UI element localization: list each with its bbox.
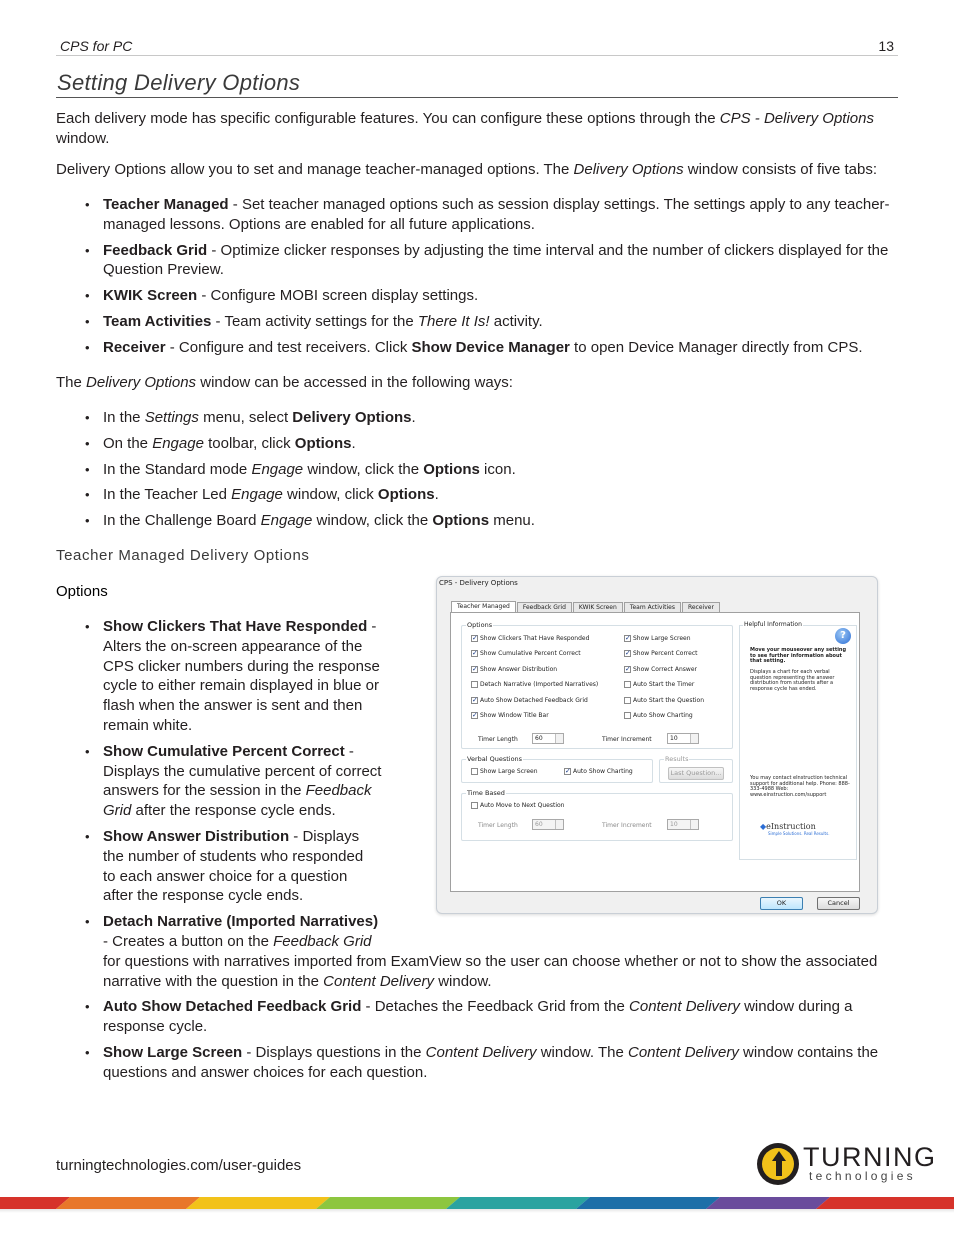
checkbox-icon: [471, 802, 478, 809]
support-text: You may contact eInstruction technical support for additional help. Phone: 888-333-4988 Web: www.einstruction.com/support: [750, 775, 850, 798]
header-doc-title: CPS for PC: [60, 38, 133, 54]
ok-button[interactable]: OK: [760, 897, 803, 910]
chk-show-clickers[interactable]: ✓ Show Clickers That Have Responded: [471, 635, 589, 642]
tb-timer-increment-input[interactable]: 10: [667, 819, 699, 830]
list-item: • On the Engage toolbar, click Options.: [85, 434, 897, 454]
stripe-segment-blue: [576, 1197, 720, 1209]
intro-paragraph-1: Each delivery mode has specific configurable features. You can configure these options through the CPS - Delivery Options window.: [56, 110, 874, 147]
page-title: Setting Delivery Options: [56, 70, 898, 98]
checkbox-icon: [624, 697, 631, 704]
stripe-segment-red-2: [816, 1197, 954, 1209]
checkbox-icon: [471, 712, 478, 719]
chk-correct-answer[interactable]: ✓ Show Correct Answer: [624, 666, 697, 673]
checkbox-icon: [624, 666, 631, 673]
chk-auto-show-feedback[interactable]: ✓ Auto Show Detached Feedback Grid: [471, 697, 588, 704]
chk-auto-start-question[interactable]: Auto Start the Question: [624, 697, 704, 704]
checkbox-icon: [624, 650, 631, 657]
help-bold-text: Move your mouseover any setting to see further information about that setting.: [750, 647, 847, 665]
list-item: • Feedback Grid - Optimize clicker responses by adjusting the time interval and the number of clickers displayed for the Question Preview.: [85, 241, 897, 281]
chk-window-title-bar[interactable]: ✓ Show Window Title Bar: [471, 712, 549, 719]
chk-auto-show-charting[interactable]: Auto Show Charting: [624, 712, 693, 719]
access-list: [85, 408, 897, 531]
last-question-button[interactable]: Last Question...: [668, 767, 724, 780]
logo-word: TURNING: [803, 1142, 937, 1172]
checkbox-icon: [471, 697, 478, 704]
chk-cumulative-percent[interactable]: ✓ Show Cumulative Percent Correct: [471, 650, 581, 657]
list-item: • Show Answer Distribution - Displays the number of students who responded to each answer choice for a question after the response cycle ends.: [85, 827, 375, 906]
tab-team-activities[interactable]: Team Activities: [624, 602, 681, 613]
tb-timer-length-input[interactable]: 60: [532, 819, 564, 830]
stripe-segment-purple: [706, 1197, 830, 1209]
checkbox-icon: [624, 635, 631, 642]
list-item: • Teacher Managed - Set teacher managed options such as session display settings. The settings apply to any teacher-managed lessons. Options are enabled for all future applications.: [85, 195, 897, 235]
time-based-group-label: Time Based: [467, 789, 505, 797]
time-based-group: [461, 789, 733, 841]
einstruction-logo: ◆eInstruction Simple Solutions. Real Results.: [760, 821, 830, 836]
stripe-segment-yellow: [186, 1197, 330, 1209]
checkbox-icon: [471, 768, 478, 775]
tabs-list: [85, 195, 897, 358]
results-group: [659, 755, 733, 783]
chk-auto-move[interactable]: Auto Move to Next Question: [471, 802, 565, 809]
help-question-icon: ?: [835, 628, 851, 644]
dialog-title: CPS - Delivery Options: [439, 579, 518, 587]
options-group-label: Options: [467, 621, 493, 629]
tb-timer-increment-label: Timer Increment: [602, 822, 652, 829]
timer-length-input[interactable]: 60: [532, 733, 564, 744]
chk-percent-correct[interactable]: ✓ Show Percent Correct: [624, 650, 697, 657]
list-item: • In the Settings menu, select Delivery Options.: [85, 408, 897, 428]
timer-length-label: Timer Length: [478, 736, 518, 743]
stripe-segment-teal: [446, 1197, 590, 1209]
page-header: [56, 37, 898, 56]
list-item: • Team Activities - Team activity settings for the There It Is! activity.: [85, 312, 897, 332]
list-item: • Receiver - Configure and test receivers. Click Show Device Manager to open Device Manager directly from CPS.: [85, 338, 897, 358]
logo-subword: technologies: [809, 1169, 916, 1183]
chk-verbal-large-screen[interactable]: Show Large Screen: [471, 768, 538, 775]
helpful-info-panel: [739, 621, 857, 860]
chk-auto-start-timer[interactable]: Auto Start the Timer: [624, 681, 694, 688]
checkbox-icon: [624, 681, 631, 688]
list-item: • In the Challenge Board Engage window, click the Options menu.: [85, 511, 897, 531]
page-number: 13: [878, 38, 894, 54]
helpful-info-label: Helpful Information: [744, 621, 802, 628]
list-item: • Show Clickers That Have Responded - Alters the on-screen appearance of the CPS clicker numbers during the response cycle to either remain displayed in blue or flash when the answer is sent and then remain white.: [85, 617, 385, 736]
stripe-segment-orange: [56, 1197, 200, 1209]
turning-technologies-logo: [757, 1142, 937, 1185]
help-text: Displays a chart for each verbal question representing the answer distribution from students after a response cycle has ended.: [750, 669, 835, 692]
list-item: • Auto Show Detached Feedback Grid - Detaches the Feedback Grid from the Content Delivery window during a response cycle.: [85, 997, 897, 1037]
timer-increment-label: Timer Increment: [602, 736, 652, 743]
checkbox-icon: [471, 650, 478, 657]
tab-teacher-managed[interactable]: Teacher Managed: [451, 601, 516, 613]
checkbox-icon: [471, 666, 478, 673]
checkbox-icon: [471, 635, 478, 642]
tab-feedback-grid[interactable]: Feedback Grid: [517, 602, 572, 613]
tab-panel: [450, 612, 860, 892]
footer-color-stripe: [0, 1197, 954, 1209]
list-item: • KWIK Screen - Configure MOBI screen display settings.: [85, 286, 897, 306]
checkbox-icon: [471, 681, 478, 688]
list-item: • Detach Narrative (Imported Narratives) - Creates a button on the Feedback Grid for questions with narratives imported from ExamView so the user can choose whether or not to show the associated narrative with the question in the Content Delivery window.: [85, 912, 897, 991]
list-item: • Show Cumulative Percent Correct - Displays the cumulative percent of correct answers for the session in the Feedback Grid after the response cycle ends.: [85, 742, 385, 821]
footer-url[interactable]: turningtechnologies.com/user-guides: [56, 1157, 302, 1174]
intro-paragraph-2: Delivery Options allow you to set and manage teacher-managed options. The Delivery Options window consists of five tabs:: [56, 161, 877, 178]
tb-timer-length-label: Timer Length: [478, 822, 518, 829]
list-item: • In the Standard mode Engage window, click the Options icon.: [85, 460, 897, 480]
sub-heading: Options: [56, 583, 108, 600]
section-heading: Teacher Managed Delivery Options: [56, 547, 310, 564]
checkbox-icon: [564, 768, 571, 775]
cancel-button[interactable]: Cancel: [817, 897, 860, 910]
tab-receiver[interactable]: Receiver: [682, 602, 720, 613]
access-paragraph: The Delivery Options window can be accessed in the following ways:: [56, 374, 513, 391]
chk-answer-distribution[interactable]: ✓ Show Answer Distribution: [471, 666, 557, 673]
results-group-label: Results: [665, 755, 689, 763]
verbal-group-label: Verbal Questions: [467, 755, 523, 763]
stripe-segment-green: [316, 1197, 460, 1209]
verbal-group: [461, 755, 653, 783]
chk-detach-narrative[interactable]: Detach Narrative (Imported Narratives): [471, 681, 598, 688]
timer-increment-input[interactable]: 10: [667, 733, 699, 744]
delivery-options-dialog: [436, 576, 878, 914]
list-item: • Show Large Screen - Displays questions in the Content Delivery window. The Content Delivery window contains the questions and answer choices for each question.: [85, 1043, 897, 1083]
tab-kwik-screen[interactable]: KWIK Screen: [573, 602, 623, 613]
checkbox-icon: [624, 712, 631, 719]
options-group: [461, 621, 733, 749]
chk-large-screen[interactable]: ✓ Show Large Screen: [624, 635, 691, 642]
list-item: • In the Teacher Led Engage window, click Options.: [85, 485, 897, 505]
chk-verbal-auto-charting[interactable]: ✓ Auto Show Charting: [564, 768, 633, 775]
